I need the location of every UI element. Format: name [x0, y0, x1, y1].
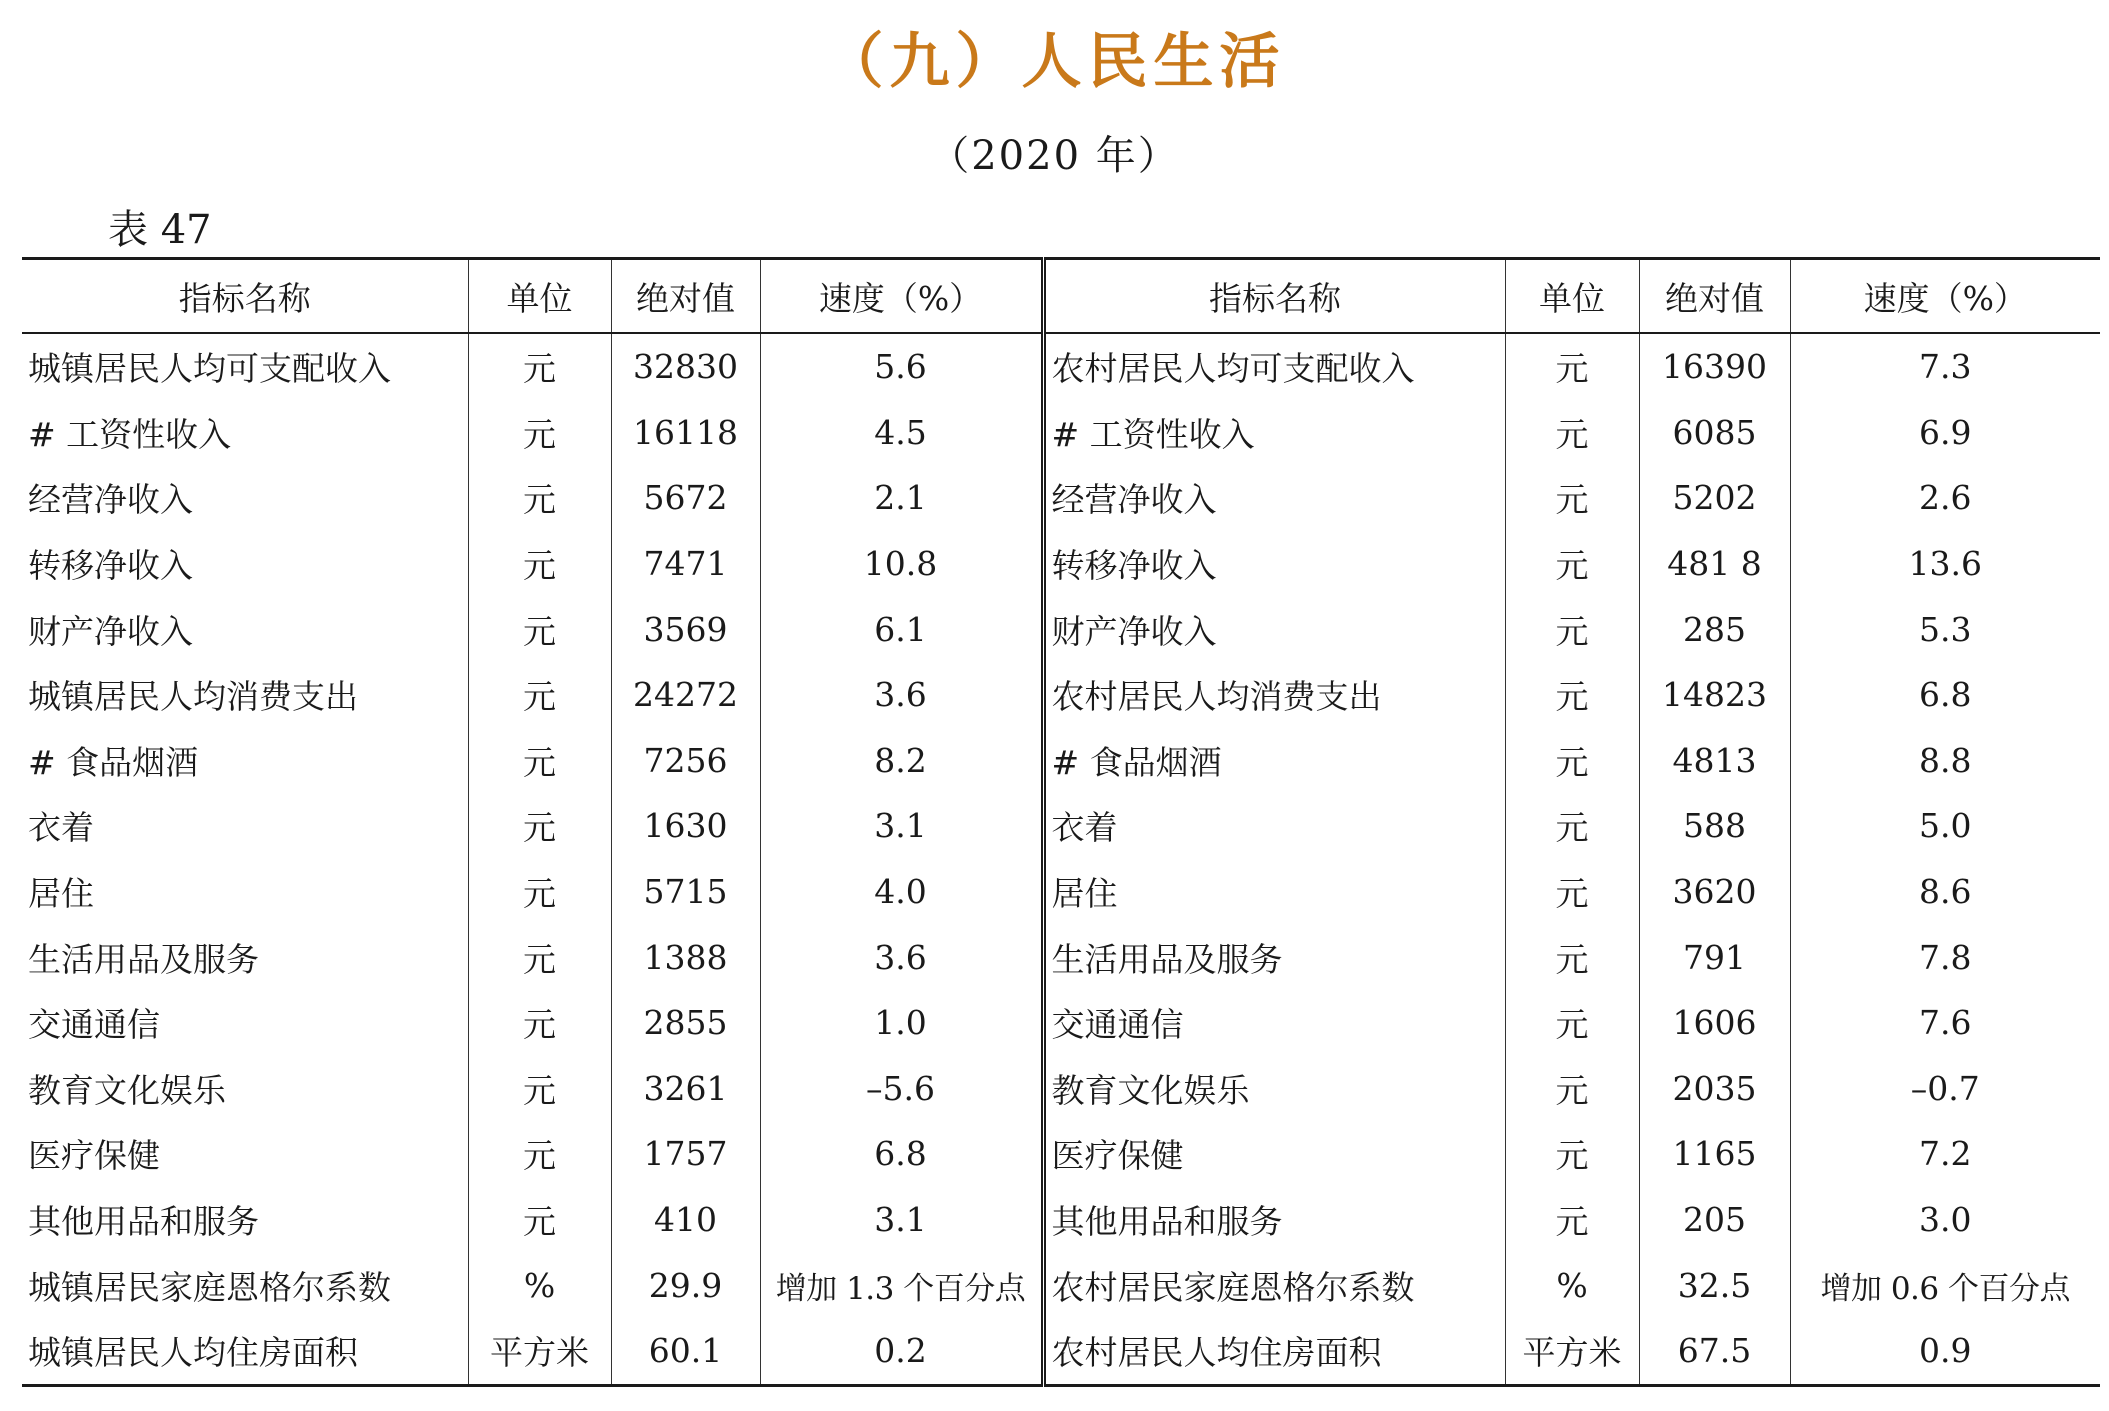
value-cell: 791: [1639, 924, 1790, 990]
value-cell: 2855: [611, 990, 760, 1056]
indicator-name-cell: 农村居民家庭恩格尔系数: [1043, 1252, 1505, 1318]
unit-cell: 元: [1505, 924, 1639, 990]
unit-cell: 元: [468, 531, 611, 597]
table-row: [22, 1252, 2100, 1318]
unit-cell: 元: [1505, 1121, 1639, 1187]
growth-cell: 5.6: [760, 333, 1043, 400]
unit-cell: 元: [1505, 1056, 1639, 1122]
unit-cell: 元: [1505, 1187, 1639, 1253]
unit-cell: 元: [468, 333, 611, 400]
indicator-name-cell: 交通通信: [1043, 990, 1505, 1056]
growth-cell: 6.8: [1790, 662, 2100, 728]
table-row: [22, 400, 2100, 466]
indicator-name-cell: 城镇居民人均消费支出: [22, 662, 468, 728]
unit-cell: 元: [468, 400, 611, 466]
value-cell: 7256: [611, 728, 760, 794]
indicator-name-cell: 医疗保健: [22, 1121, 468, 1187]
unit-cell: 元: [1505, 596, 1639, 662]
indicator-name-cell: 教育文化娱乐: [22, 1056, 468, 1122]
indicator-name-cell: 衣着: [22, 793, 468, 859]
growth-cell: 8.6: [1790, 859, 2100, 925]
unit-cell: 元: [1505, 662, 1639, 728]
growth-cell: 7.2: [1790, 1121, 2100, 1187]
unit-cell: 元: [468, 662, 611, 728]
indicator-name-cell: 农村居民人均消费支出: [1043, 662, 1505, 728]
header-cell: 单位: [468, 259, 611, 334]
growth-cell: 1.0: [760, 990, 1043, 1056]
header-cell: 绝对值: [1639, 259, 1790, 334]
header-cell: 指标名称: [1043, 259, 1505, 334]
value-cell: 3620: [1639, 859, 1790, 925]
indicator-name-cell: # 食品烟酒: [1043, 728, 1505, 794]
unit-cell: 元: [1505, 990, 1639, 1056]
indicator-name-cell: 财产净收入: [22, 596, 468, 662]
table-row: [22, 990, 2100, 1056]
indicator-name-cell: 其他用品和服务: [1043, 1187, 1505, 1253]
indicator-name-cell: # 食品烟酒: [22, 728, 468, 794]
growth-cell: –0.7: [1790, 1056, 2100, 1122]
value-cell: 32.5: [1639, 1252, 1790, 1318]
growth-cell: 7.8: [1790, 924, 2100, 990]
indicator-name-cell: 生活用品及服务: [1043, 924, 1505, 990]
value-cell: 32830: [611, 333, 760, 400]
unit-cell: 元: [468, 793, 611, 859]
table-row: [22, 793, 2100, 859]
table-row: [22, 1318, 2100, 1385]
unit-cell: 元: [1505, 793, 1639, 859]
value-cell: 285: [1639, 596, 1790, 662]
value-cell: 6085: [1639, 400, 1790, 466]
unit-cell: 元: [1505, 859, 1639, 925]
year-subtitle: （2020 年）: [929, 133, 1180, 179]
indicator-name-cell: 转移净收入: [22, 531, 468, 597]
value-cell: 14823: [1639, 662, 1790, 728]
value-cell: 7471: [611, 531, 760, 597]
value-cell: 481 8: [1639, 531, 1790, 597]
indicator-name-cell: 经营净收入: [22, 465, 468, 531]
value-cell: 3569: [611, 596, 760, 662]
value-cell: 1757: [611, 1121, 760, 1187]
growth-cell: 3.0: [1790, 1187, 2100, 1253]
value-cell: 3261: [611, 1056, 760, 1122]
table-row: [22, 1056, 2100, 1122]
indicator-name-cell: 教育文化娱乐: [1043, 1056, 1505, 1122]
table-row: [22, 728, 2100, 794]
indicator-name-cell: 其他用品和服务: [22, 1187, 468, 1253]
unit-cell: 元: [468, 924, 611, 990]
indicator-name-cell: # 工资性收入: [22, 400, 468, 466]
growth-cell: 0.9: [1790, 1318, 2100, 1385]
value-cell: 588: [1639, 793, 1790, 859]
growth-cell: 2.1: [760, 465, 1043, 531]
value-cell: 5202: [1639, 465, 1790, 531]
indicator-name-cell: 交通通信: [22, 990, 468, 1056]
growth-cell: 3.6: [760, 662, 1043, 728]
unit-cell: 元: [1505, 465, 1639, 531]
value-cell: 16390: [1639, 333, 1790, 400]
value-cell: 1630: [611, 793, 760, 859]
unit-cell: 元: [1505, 400, 1639, 466]
value-cell: 2035: [1639, 1056, 1790, 1122]
indicator-name-cell: 医疗保健: [1043, 1121, 1505, 1187]
growth-cell: –5.6: [760, 1056, 1043, 1122]
indicator-name-cell: 城镇居民人均住房面积: [22, 1318, 468, 1385]
value-cell: 205: [1639, 1187, 1790, 1253]
table-row: [22, 333, 2100, 400]
value-cell: 5715: [611, 859, 760, 925]
unit-cell: 元: [1505, 333, 1639, 400]
value-cell: 410: [611, 1187, 760, 1253]
unit-cell: 元: [468, 990, 611, 1056]
indicator-name-cell: # 工资性收入: [1043, 400, 1505, 466]
value-cell: 24272: [611, 662, 760, 728]
table-body: [22, 333, 2100, 1385]
growth-cell: 增加 1.3 个百分点: [760, 1252, 1043, 1318]
table-row: [22, 531, 2100, 597]
indicator-name-cell: 农村居民人均可支配收入: [1043, 333, 1505, 400]
indicator-name-cell: 财产净收入: [1043, 596, 1505, 662]
unit-cell: 元: [468, 1121, 611, 1187]
indicator-name-cell: 转移净收入: [1043, 531, 1505, 597]
table-row: [22, 859, 2100, 925]
growth-cell: 8.2: [760, 728, 1043, 794]
unit-cell: 平方米: [468, 1318, 611, 1385]
indicator-name-cell: 农村居民人均住房面积: [1043, 1318, 1505, 1385]
growth-cell: 3.1: [760, 1187, 1043, 1253]
unit-cell: 元: [1505, 728, 1639, 794]
growth-cell: 8.8: [1790, 728, 2100, 794]
unit-cell: %: [1505, 1252, 1639, 1318]
value-cell: 67.5: [1639, 1318, 1790, 1385]
growth-cell: 3.1: [760, 793, 1043, 859]
indicator-name-cell: 居住: [1043, 859, 1505, 925]
unit-cell: 元: [468, 1056, 611, 1122]
unit-cell: 元: [468, 859, 611, 925]
growth-cell: 0.2: [760, 1318, 1043, 1385]
indicator-name-cell: 生活用品及服务: [22, 924, 468, 990]
growth-cell: 7.6: [1790, 990, 2100, 1056]
value-cell: 29.9: [611, 1252, 760, 1318]
growth-cell: 6.1: [760, 596, 1043, 662]
indicator-name-cell: 衣着: [1043, 793, 1505, 859]
header-cell: 单位: [1505, 259, 1639, 334]
growth-cell: 6.9: [1790, 400, 2100, 466]
unit-cell: 平方米: [1505, 1318, 1639, 1385]
table-row: [22, 465, 2100, 531]
value-cell: 4813: [1639, 728, 1790, 794]
value-cell: 1388: [611, 924, 760, 990]
header-cell: 绝对值: [611, 259, 760, 334]
growth-cell: 13.6: [1790, 531, 2100, 597]
growth-cell: 5.0: [1790, 793, 2100, 859]
page-title: （九）人民生活: [823, 27, 1286, 97]
unit-cell: 元: [468, 728, 611, 794]
growth-cell: 3.6: [760, 924, 1043, 990]
growth-cell: 2.6: [1790, 465, 2100, 531]
value-cell: 60.1: [611, 1318, 760, 1385]
indicator-name-cell: 经营净收入: [1043, 465, 1505, 531]
growth-cell: 6.8: [760, 1121, 1043, 1187]
unit-cell: 元: [468, 465, 611, 531]
header-row: [22, 259, 2100, 334]
growth-cell: 7.3: [1790, 333, 2100, 400]
growth-cell: 10.8: [760, 531, 1043, 597]
statistics-table-container: [22, 257, 2100, 1387]
table-row: [22, 1187, 2100, 1253]
table-number: 表 47: [108, 207, 212, 253]
table-row: [22, 596, 2100, 662]
growth-cell: 5.3: [1790, 596, 2100, 662]
unit-cell: %: [468, 1252, 611, 1318]
header-cell: 速度（%）: [1790, 259, 2100, 334]
table-row: [22, 662, 2100, 728]
table-row: [22, 1121, 2100, 1187]
indicator-name-cell: 居住: [22, 859, 468, 925]
indicator-name-cell: 城镇居民人均可支配收入: [22, 333, 468, 400]
table-row: [22, 924, 2100, 990]
value-cell: 16118: [611, 400, 760, 466]
value-cell: 1606: [1639, 990, 1790, 1056]
growth-cell: 增加 0.6 个百分点: [1790, 1252, 2100, 1318]
value-cell: 1165: [1639, 1121, 1790, 1187]
header-cell: 指标名称: [22, 259, 468, 334]
growth-cell: 4.0: [760, 859, 1043, 925]
unit-cell: 元: [1505, 531, 1639, 597]
unit-cell: 元: [468, 596, 611, 662]
people-life-table: [22, 257, 2100, 1387]
value-cell: 5672: [611, 465, 760, 531]
unit-cell: 元: [468, 1187, 611, 1253]
header-cell: 速度（%）: [760, 259, 1043, 334]
indicator-name-cell: 城镇居民家庭恩格尔系数: [22, 1252, 468, 1318]
growth-cell: 4.5: [760, 400, 1043, 466]
